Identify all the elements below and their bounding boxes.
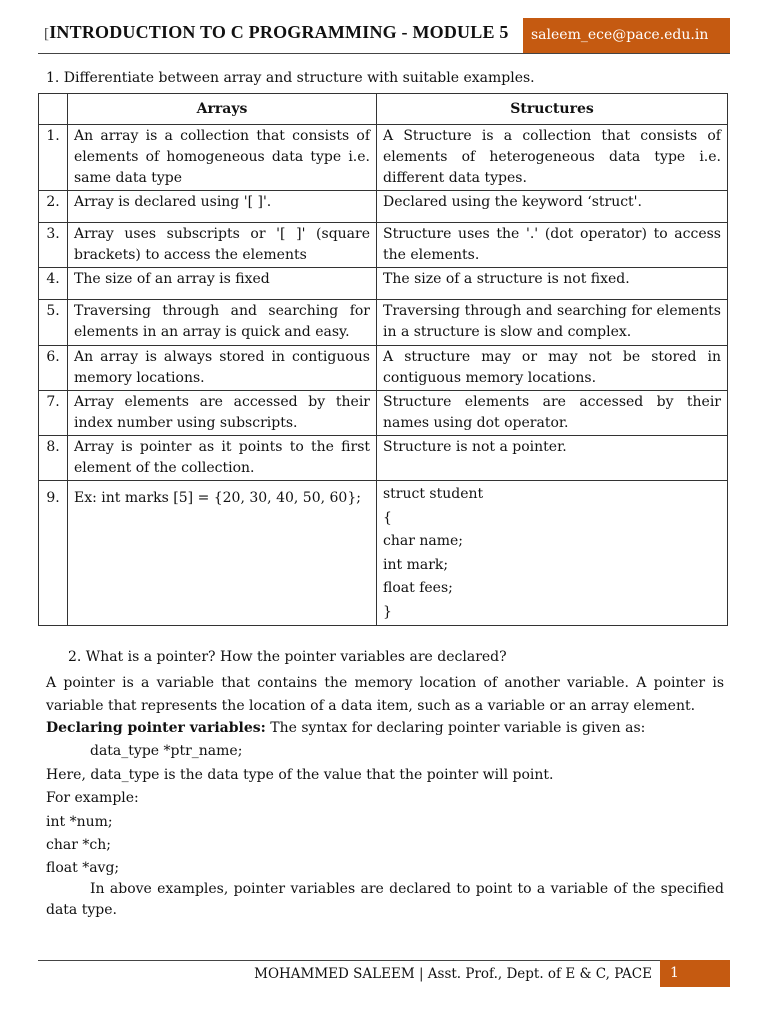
table-row bbox=[39, 191, 728, 223]
header-bracket: [ bbox=[44, 26, 50, 42]
comparison-table bbox=[38, 93, 728, 626]
array-cell: The size of an array is fixed bbox=[68, 268, 377, 300]
example-line: float *avg; bbox=[46, 860, 120, 876]
table-row bbox=[39, 481, 728, 626]
table-row bbox=[39, 223, 728, 268]
declaring-label: Declaring pointer variables: bbox=[46, 720, 266, 736]
question-2: 2. What is a pointer? How the pointer variables are declared? bbox=[68, 649, 507, 665]
table-row bbox=[39, 346, 728, 391]
structure-cell: A structure may or may not be stored in contiguous memory locations. bbox=[377, 346, 728, 391]
col-header-arrays: Arrays bbox=[68, 94, 377, 125]
table-row bbox=[39, 125, 728, 191]
row-number: 1. bbox=[39, 125, 68, 191]
table-header-row bbox=[39, 94, 728, 125]
array-cell: An array is a collection that consists of elements of homogeneous data type i.e. same data type bbox=[68, 125, 377, 191]
page-number: 1 bbox=[660, 960, 730, 987]
row-number: 6. bbox=[39, 346, 68, 391]
row-number: 4. bbox=[39, 268, 68, 300]
array-cell: Array elements are accessed by their index number using subscripts. bbox=[68, 391, 377, 436]
declaring-paragraph bbox=[46, 717, 724, 740]
row-number: 7. bbox=[39, 391, 68, 436]
pointer-definition: A pointer is a variable that contains the memory location of another variable. A pointer is variable that represents the location of a data item, such as a variable or an array element. bbox=[46, 675, 724, 714]
structure-cell: Structure uses the '.' (dot operator) to access the elements. bbox=[377, 223, 728, 268]
structure-cell: A Structure is a collection that consists of elements of heterogeneous data type i.e. different data types. bbox=[377, 125, 728, 191]
table-row bbox=[39, 436, 728, 481]
array-cell: Traversing through and searching for elements in an array is quick and easy. bbox=[68, 300, 377, 346]
table-row bbox=[39, 268, 728, 300]
document-title bbox=[44, 22, 509, 43]
footer-divider bbox=[38, 960, 730, 961]
array-cell: An array is always stored in contiguous memory locations. bbox=[68, 346, 377, 391]
structure-cell: The size of a structure is not fixed. bbox=[377, 268, 728, 300]
code-line: char name; bbox=[383, 533, 463, 549]
table-row bbox=[39, 391, 728, 436]
header-divider bbox=[38, 53, 730, 54]
structure-cell: Traversing through and searching for elements in a structure is slow and complex. bbox=[377, 300, 728, 346]
row-number: 3. bbox=[39, 223, 68, 268]
code-line: { bbox=[383, 509, 392, 526]
example-line: int *num; bbox=[46, 814, 113, 830]
col-header-num bbox=[39, 94, 68, 125]
code-line: int mark; bbox=[383, 556, 449, 573]
structure-cell: Structure elements are accessed by their names using dot operator. bbox=[377, 391, 728, 436]
for-example-label: For example: bbox=[46, 790, 139, 806]
here-text: Here, data_type is the data type of the value that the pointer will point. bbox=[46, 767, 554, 783]
array-cell: Array is pointer as it points to the first element of the collection. bbox=[68, 436, 377, 481]
table-row bbox=[39, 300, 728, 346]
row-number: 8. bbox=[39, 436, 68, 481]
array-example-cell: Ex: int marks [5] = {20, 30, 40, 50, 60}; bbox=[68, 481, 377, 626]
array-cell: Array is declared using '[ ]'. bbox=[68, 191, 377, 223]
conclusion-paragraph: In above examples, pointer variables are declared to point to a variable of the specified data type. bbox=[46, 881, 724, 918]
declaring-text: The syntax for declaring pointer variable is given as: bbox=[265, 720, 646, 736]
structure-cell: Declared using the keyword ‘struct'. bbox=[377, 191, 728, 223]
structure-example-cell bbox=[377, 481, 728, 626]
header-email: saleem_ece@pace.edu.in bbox=[523, 18, 730, 53]
row-number: 2. bbox=[39, 191, 68, 223]
question-1: 1. Differentiate between array and structure with suitable examples. bbox=[46, 70, 535, 86]
array-cell: Array uses subscripts or '[ ]' (square brackets) to access the elements bbox=[68, 223, 377, 268]
structure-cell: Structure is not a pointer. bbox=[377, 436, 728, 481]
row-number: 9. bbox=[39, 481, 68, 626]
code-line: struct student bbox=[383, 486, 484, 502]
example-line: char *ch; bbox=[46, 837, 111, 853]
syntax-line: data_type *ptr_name; bbox=[90, 743, 243, 759]
code-line: } bbox=[383, 603, 392, 620]
row-number: 5. bbox=[39, 300, 68, 346]
page-header bbox=[38, 18, 730, 53]
col-header-structures: Structures bbox=[377, 94, 728, 125]
header-title-text: INTRODUCTION TO C PROGRAMMING - MODULE 5 bbox=[49, 22, 509, 42]
code-line: float fees; bbox=[383, 580, 453, 596]
footer-author: MOHAMMED SALEEM | Asst. Prof., Dept. of E & C, PACE bbox=[254, 966, 652, 982]
